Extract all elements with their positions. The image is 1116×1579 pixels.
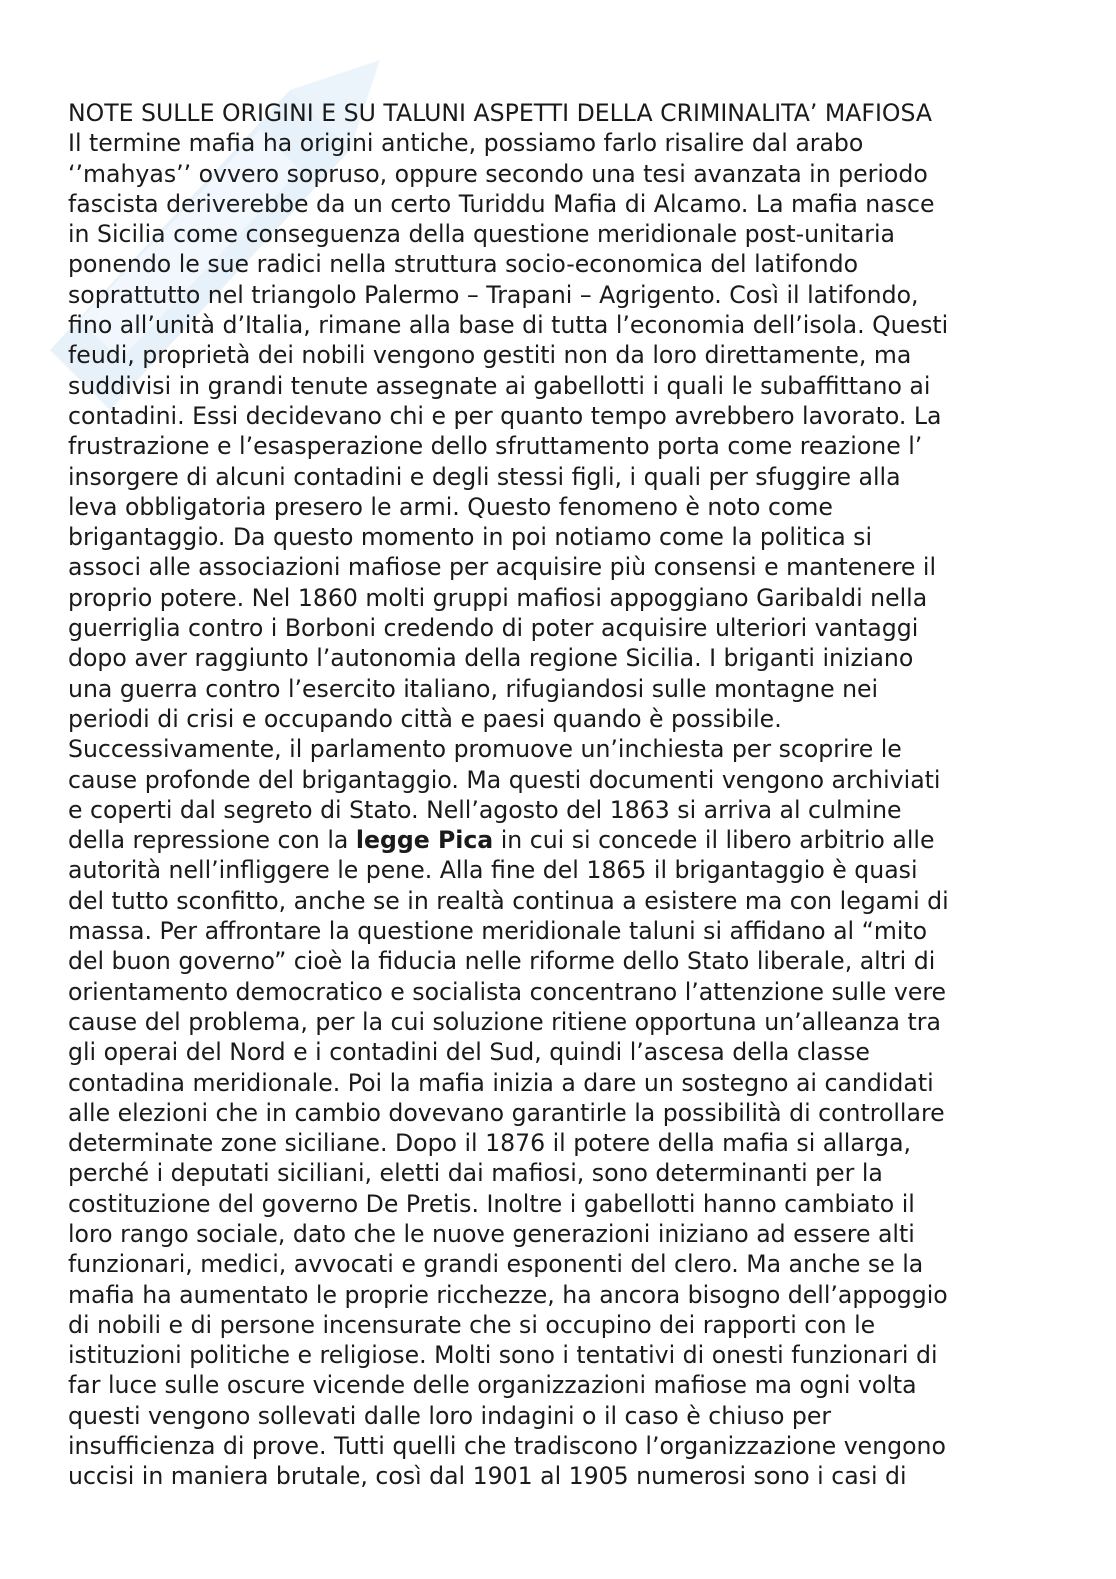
text-line: costituzione del governo De Pretis. Inoltre i gabellotti hanno cambiato il [68,1189,915,1218]
text-line: insorgere di alcuni contadini e degli stessi figli, i quali per sfuggire alla [68,462,901,491]
text-line: Successivamente, il parlamento promuove un’inchiesta per scoprire le [68,735,902,764]
text-fragment: della repressione con la [68,826,356,855]
text-line: ponendo le sue radici nella struttura socio-economica del latifondo [68,250,859,279]
text-line: brigantaggio. Da questo momento in poi notiamo come la politica si [68,523,873,552]
text-line: funzionari, medici, avvocati e grandi esponenti del clero. Ma anche se la [68,1250,924,1279]
text-line: cause del problema, per la cui soluzione ritiene opportuna un’alleanza tra [68,1007,941,1036]
text-line: di nobili e di persone incensurate che si occupino dei rapporti con le [68,1310,876,1339]
bold-term-legge-pica: legge Pica [355,826,494,855]
text-line: autorità nell’infliggere le pene. Alla fine del 1865 il brigantaggio è quasi [68,856,918,885]
document-body [68,128,1048,1491]
text-line: far luce sulle oscure vicende delle organizzazioni mafiose ma ogni volta [68,1371,917,1400]
text-line: frustrazione e l’esasperazione dello sfruttamento porta come reazione l’ [68,432,923,461]
text-line: determinate zone siciliane. Dopo il 1876 il potere della mafia si allarga, [68,1129,912,1158]
document-page [68,98,1048,1492]
text-line: contadina meridionale. Poi la mafia inizia a dare un sostegno ai candidati [68,1068,934,1097]
text-line: del tutto sconfitto, anche se in realtà continua a esistere ma con legami di [68,886,949,915]
text-fragment: in cui si concede il libero arbitrio alle [493,826,935,855]
text-line: feudi, proprietà dei nobili vengono gestiti non da loro direttamente, ma [68,341,912,370]
text-line: periodi di crisi e occupando città e paesi quando è possibile. [68,704,782,733]
text-line: suddivisi in grandi tenute assegnate ai gabellotti i quali le subaffittano ai [68,371,931,400]
text-line: fino all’unità d’Italia, rimane alla base di tutta l’economia dell’isola. Questi [68,311,949,340]
text-line: soprattutto nel triangolo Palermo – Trapani – Agrigento. Così il latifondo, [68,280,919,309]
text-line: proprio potere. Nel 1860 molti gruppi mafiosi appoggiano Garibaldi nella [68,583,928,612]
text-line: istituzioni politiche e religiose. Molti sono i tentativi di onesti funzionari di [68,1341,938,1370]
text-line: guerriglia contro i Borboni credendo di poter acquisire ulteriori vantaggi [68,614,919,643]
text-line: uccisi in maniera brutale, così dal 1901 al 1905 numerosi sono i casi di [68,1462,907,1491]
text-line: cause profonde del brigantaggio. Ma questi documenti vengono archiviati [68,765,941,794]
text-line: del buon governo” cioè la fiducia nelle riforme dello Stato liberale, altri di [68,947,936,976]
document-title: NOTE SULLE ORIGINI E SU TALUNI ASPETTI DELLA CRIMINALITA’ MAFIOSA [68,99,933,127]
text-line: perché i deputati siciliani, eletti dai mafiosi, sono determinanti per la [68,1159,883,1188]
text-line: massa. Per affrontare la questione meridionale taluni si affidano al “mito [68,917,928,946]
text-line: e coperti dal segreto di Stato. Nell’agosto del 1863 si arriva al culmine [68,795,902,824]
text-line: una guerra contro l’esercito italiano, rifugiandosi sulle montagne nei [68,674,879,703]
text-line: loro rango sociale, dato che le nuove generazioni iniziano ad essere alti [68,1219,915,1248]
text-line: gli operai del Nord e i contadini del Sud, quindi l’ascesa della classe [68,1038,870,1067]
text-line: insufficienza di prove. Tutti quelli che tradiscono l’organizzazione vengono [68,1432,946,1461]
text-line: Il termine mafia ha origini antiche, possiamo farlo risalire dal arabo [68,129,864,158]
text-line: contadini. Essi decidevano chi e per quanto tempo avrebbero lavorato. La [68,401,942,430]
text-line: mafia ha aumentato le proprie ricchezze, ha ancora bisogno dell’appoggio [68,1280,948,1309]
text-line: associ alle associazioni mafiose per acquisire più consensi e mantenere il [68,553,937,582]
text-line: alle elezioni che in cambio dovevano garantirle la possibilità di controllare [68,1098,945,1127]
text-line-legge-pica [68,825,1048,855]
text-line: fascista deriverebbe da un certo Turiddu Mafia di Alcamo. La mafia nasce [68,189,935,218]
text-line: in Sicilia come conseguenza della questione meridionale post-unitaria [68,220,896,249]
text-line: orientamento democratico e socialista concentrano l’attenzione sulle vere [68,977,947,1006]
text-line: leva obbligatoria presero le armi. Questo fenomeno è noto come [68,492,833,521]
text-line: ‘’mahyas’’ ovvero sopruso, oppure secondo una tesi avanzata in periodo [68,159,928,188]
text-line: dopo aver raggiunto l’autonomia della regione Sicilia. I briganti iniziano [68,644,914,673]
text-line: questi vengono sollevati dalle loro indagini o il caso è chiuso per [68,1401,832,1430]
